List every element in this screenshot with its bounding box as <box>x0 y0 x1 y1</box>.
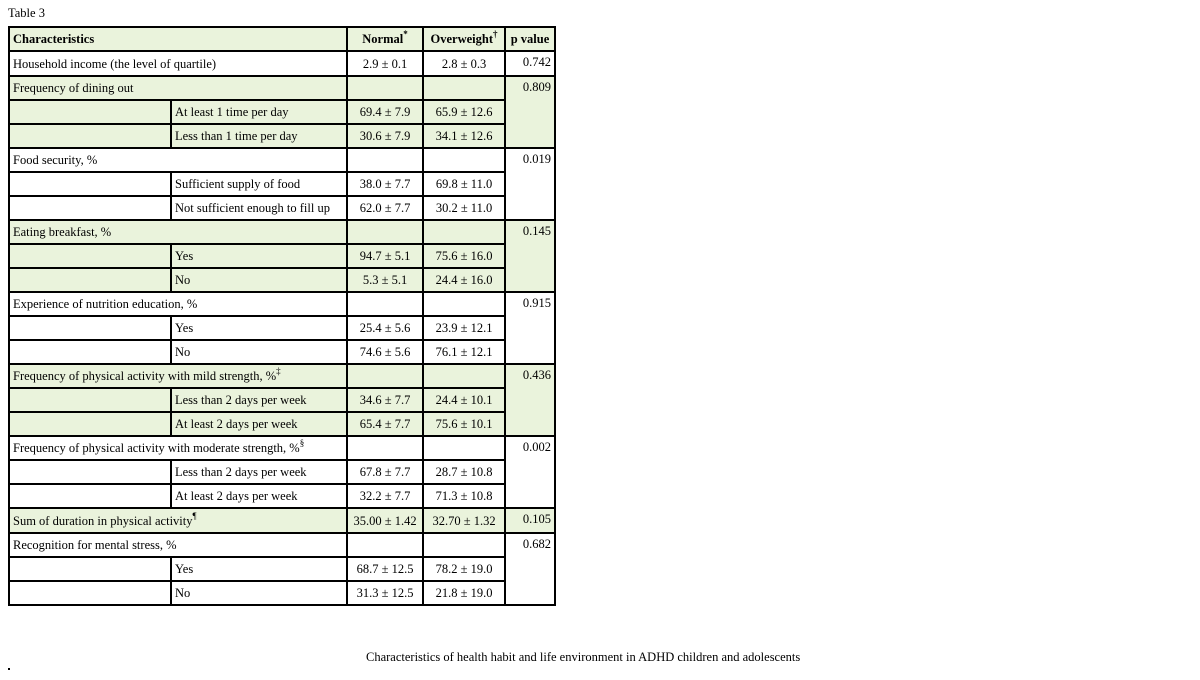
table-subrow <box>9 388 555 412</box>
row-label-text: Food security, % <box>13 153 98 167</box>
footnote-mark: ‡ <box>276 366 281 376</box>
overweight-value <box>423 364 505 388</box>
table-label: Table 3 <box>8 6 45 20</box>
header-row <box>9 27 555 51</box>
normal-value: 35.00 ± 1.42 <box>347 508 423 533</box>
p-value: 0.105 <box>505 508 555 533</box>
row-label <box>9 364 347 388</box>
row-label <box>9 533 347 557</box>
footnote-mark: ¶ <box>192 510 197 521</box>
table-row <box>9 220 555 244</box>
overweight-value: 23.9 ± 12.1 <box>423 316 505 340</box>
subrow-label: Less than 2 days per week <box>171 460 347 484</box>
overweight-value <box>423 220 505 244</box>
subrow-indent-cell <box>9 172 171 196</box>
row-label <box>9 436 347 460</box>
table-subrow <box>9 100 555 124</box>
overweight-value: 30.2 ± 11.0 <box>423 196 505 220</box>
overweight-value: 78.2 ± 19.0 <box>423 557 505 581</box>
normal-value: 30.6 ± 7.9 <box>347 124 423 148</box>
row-label-text: Recognition for mental stress, % <box>13 538 177 552</box>
table-row <box>9 76 555 100</box>
overweight-value: 76.1 ± 12.1 <box>423 340 505 364</box>
row-label-text: Eating breakfast, % <box>13 225 112 239</box>
overweight-value <box>423 76 505 100</box>
table-subrow <box>9 340 555 364</box>
characteristics-table <box>8 26 556 606</box>
normal-value: 74.6 ± 5.6 <box>347 340 423 364</box>
normal-value: 2.9 ± 0.1 <box>347 51 423 76</box>
overweight-value: 2.8 ± 0.3 <box>423 51 505 76</box>
normal-value <box>347 364 423 388</box>
p-value: 0.682 <box>505 533 555 605</box>
p-value: 0.915 <box>505 292 555 364</box>
header-p-value: p value <box>505 27 555 51</box>
normal-value: 32.2 ± 7.7 <box>347 484 423 508</box>
normal-value: 38.0 ± 7.7 <box>347 172 423 196</box>
overweight-value: 75.6 ± 16.0 <box>423 244 505 268</box>
overweight-value: 69.8 ± 11.0 <box>423 172 505 196</box>
row-label-text: Frequency of dining out <box>13 81 134 95</box>
normal-value: 68.7 ± 12.5 <box>347 557 423 581</box>
table-row <box>9 51 555 76</box>
row-label-text: Frequency of physical activity with moderate strength, % <box>13 441 300 455</box>
table-subrow <box>9 581 555 605</box>
subrow-indent-cell <box>9 124 171 148</box>
header-normal: Normal* <box>347 27 423 51</box>
normal-value <box>347 148 423 172</box>
normal-value <box>347 292 423 316</box>
stray-dot <box>8 668 10 670</box>
header-characteristics: Characteristics <box>9 27 347 51</box>
normal-value <box>347 76 423 100</box>
subrow-indent-cell <box>9 412 171 436</box>
overweight-value <box>423 292 505 316</box>
subrow-label: Less than 1 time per day <box>171 124 347 148</box>
table-subrow <box>9 124 555 148</box>
table-row <box>9 364 555 388</box>
subrow-indent-cell <box>9 100 171 124</box>
overweight-value <box>423 533 505 557</box>
table-subrow <box>9 460 555 484</box>
subrow-label: Less than 2 days per week <box>171 388 347 412</box>
p-value: 0.436 <box>505 364 555 436</box>
normal-value <box>347 220 423 244</box>
normal-value: 67.8 ± 7.7 <box>347 460 423 484</box>
subrow-indent-cell <box>9 460 171 484</box>
overweight-value: 65.9 ± 12.6 <box>423 100 505 124</box>
table-subrow <box>9 196 555 220</box>
table-row <box>9 292 555 316</box>
subrow-label: Sufficient supply of food <box>171 172 347 196</box>
table-subrow <box>9 316 555 340</box>
subrow-label: No <box>171 581 347 605</box>
p-value: 0.002 <box>505 436 555 508</box>
table-body <box>9 51 555 605</box>
p-value: 0.019 <box>505 148 555 220</box>
row-label-text: Household income (the level of quartile) <box>13 56 217 71</box>
subrow-label: Yes <box>171 557 347 581</box>
subrow-label: No <box>171 268 347 292</box>
table-row <box>9 533 555 557</box>
normal-value: 69.4 ± 7.9 <box>347 100 423 124</box>
table-subrow <box>9 484 555 508</box>
p-value: 0.145 <box>505 220 555 292</box>
subrow-label: At least 2 days per week <box>171 412 347 436</box>
row-label-text: Sum of duration in physical activity <box>13 513 193 528</box>
normal-footnote-mark: * <box>403 29 408 39</box>
subrow-indent-cell <box>9 484 171 508</box>
overweight-value <box>423 436 505 460</box>
normal-value: 62.0 ± 7.7 <box>347 196 423 220</box>
normal-value: 65.4 ± 7.7 <box>347 412 423 436</box>
overweight-value: 24.4 ± 16.0 <box>423 268 505 292</box>
overweight-value: 34.1 ± 12.6 <box>423 124 505 148</box>
table-row <box>9 508 555 533</box>
row-label <box>9 148 347 172</box>
header-overweight: Overweight† <box>423 27 505 51</box>
row-label-text: Frequency of physical activity with mild strength, % <box>13 369 277 383</box>
table-subrow <box>9 412 555 436</box>
table-row <box>9 148 555 172</box>
table-row <box>9 436 555 460</box>
normal-value: 94.7 ± 5.1 <box>347 244 423 268</box>
subrow-indent-cell <box>9 581 171 605</box>
subrow-label: Not sufficient enough to fill up <box>171 196 347 220</box>
normal-value <box>347 436 423 460</box>
subrow-indent-cell <box>9 244 171 268</box>
footnote-mark: § <box>299 438 305 448</box>
overweight-value: 21.8 ± 19.0 <box>423 581 505 605</box>
table-subrow <box>9 268 555 292</box>
table-caption: Characteristics of health habit and life environment in ADHD children and adolescents <box>366 650 801 664</box>
table-subrow <box>9 557 555 581</box>
subrow-indent-cell <box>9 196 171 220</box>
row-label <box>9 76 347 100</box>
overweight-value <box>423 148 505 172</box>
subrow-label: At least 1 time per day <box>171 100 347 124</box>
table-subrow <box>9 172 555 196</box>
subrow-indent-cell <box>9 268 171 292</box>
subrow-indent-cell <box>9 557 171 581</box>
overweight-value: 24.4 ± 10.1 <box>423 388 505 412</box>
overweight-value: 75.6 ± 10.1 <box>423 412 505 436</box>
normal-value: 31.3 ± 12.5 <box>347 581 423 605</box>
normal-value: 25.4 ± 5.6 <box>347 316 423 340</box>
normal-value: 34.6 ± 7.7 <box>347 388 423 412</box>
row-label <box>9 508 347 533</box>
overweight-footnote-mark: † <box>493 29 498 39</box>
p-value: 0.742 <box>505 51 555 76</box>
row-label <box>9 220 347 244</box>
subrow-label: Yes <box>171 244 347 268</box>
overweight-value: 32.70 ± 1.32 <box>423 508 505 533</box>
row-label-text: Experience of nutrition education, % <box>13 297 198 311</box>
normal-value <box>347 533 423 557</box>
overweight-value: 71.3 ± 10.8 <box>423 484 505 508</box>
subrow-indent-cell <box>9 340 171 364</box>
subrow-indent-cell <box>9 388 171 412</box>
p-value: 0.809 <box>505 76 555 148</box>
subrow-label: At least 2 days per week <box>171 484 347 508</box>
subrow-indent-cell <box>9 316 171 340</box>
overweight-value: 28.7 ± 10.8 <box>423 460 505 484</box>
normal-value: 5.3 ± 5.1 <box>347 268 423 292</box>
table-subrow <box>9 244 555 268</box>
subrow-label: No <box>171 340 347 364</box>
row-label <box>9 51 347 76</box>
row-label <box>9 292 347 316</box>
subrow-label: Yes <box>171 316 347 340</box>
